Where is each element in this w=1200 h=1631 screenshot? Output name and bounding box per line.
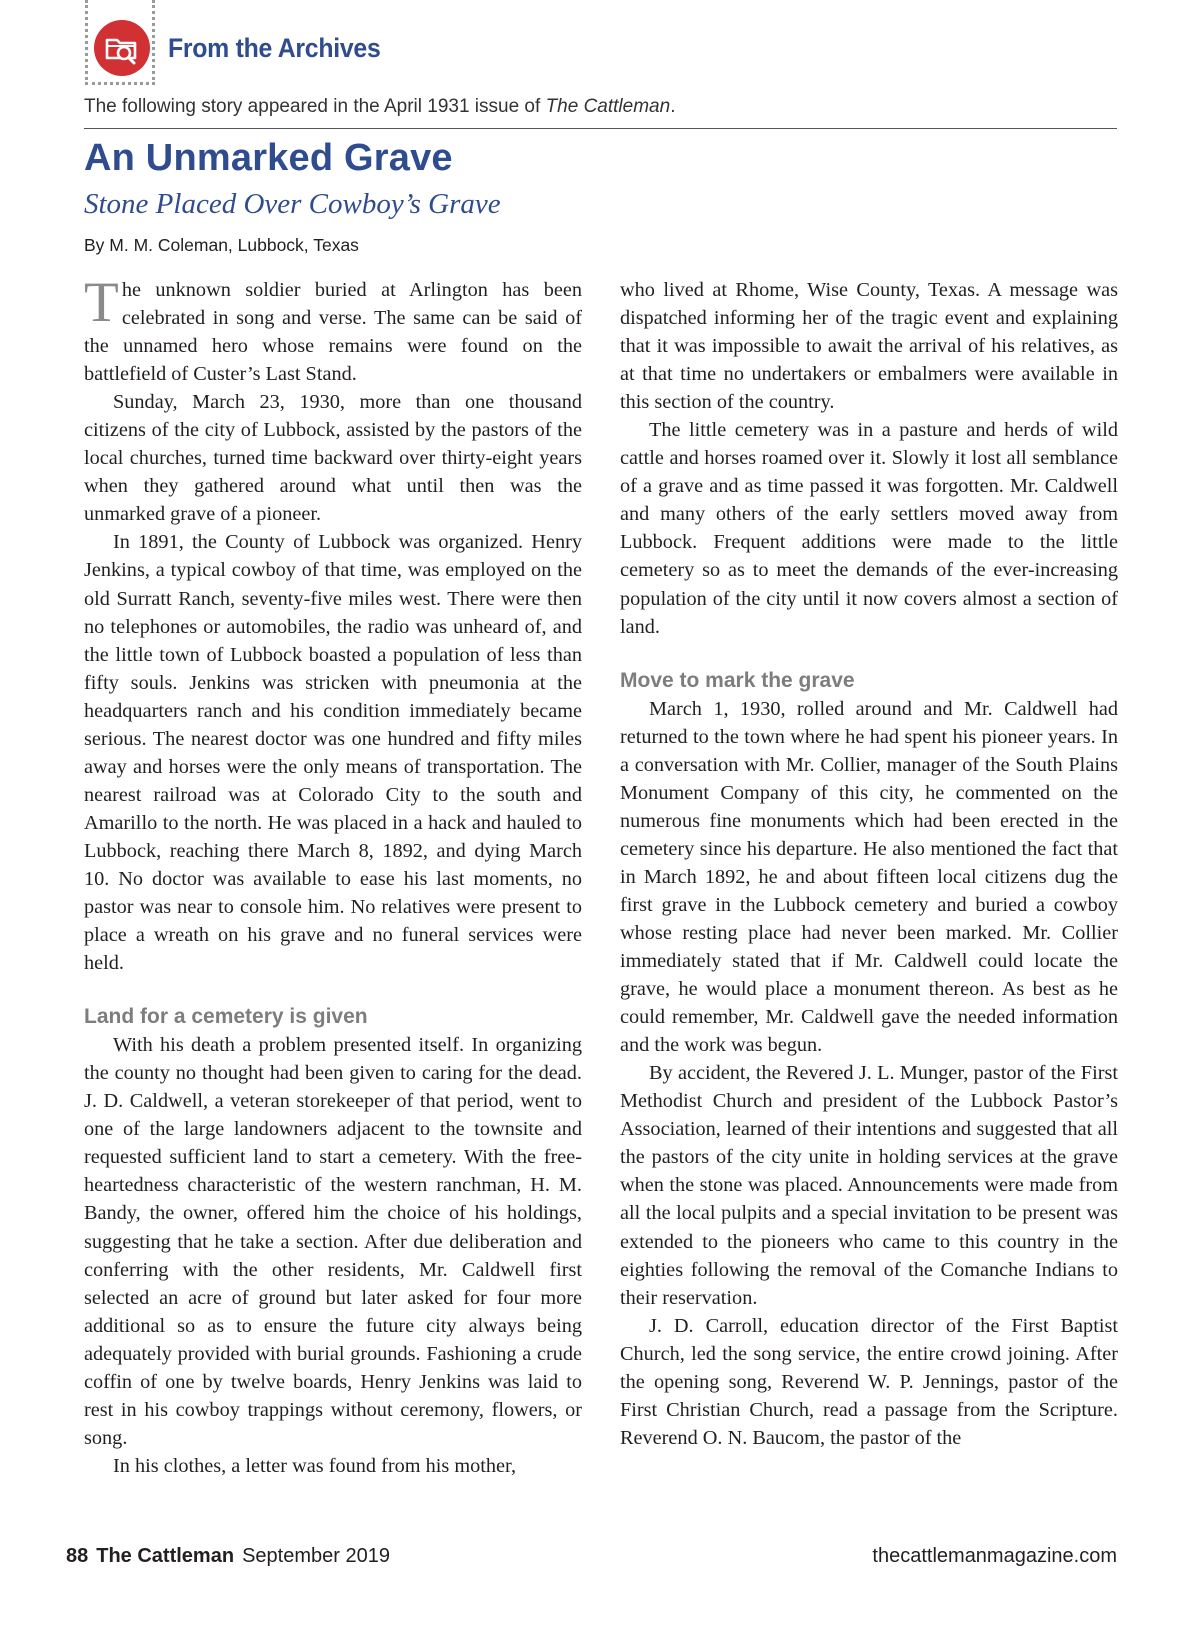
archives-badge xyxy=(85,0,155,85)
folder-magnifier-icon xyxy=(94,20,150,76)
paragraph-9: J. D. Carroll, education director of the First Baptist Church, led the song service, the entire crowd joining. After the opening song, Reverend W. P. Jennings, pastor of the First Christian Church, read a passage from the Scripture. Reverend O. N. Baucom, the pastor of the xyxy=(620,1314,1118,1449)
drop-cap: T xyxy=(84,271,119,334)
article-column-right xyxy=(620,276,1118,1452)
article-column-left xyxy=(84,271,582,1480)
intro-publication: The Cattleman xyxy=(545,96,671,117)
page-number: 88 xyxy=(66,1545,89,1567)
paragraph-3: In 1891, the County of Lubbock was organized. Henry Jenkins, a typical cowboy of that time, was employed on the old Surratt Ranch, seventy-five miles west. There were then no telephones or automobiles, the radio was unheard of, and the little town of Lubbock boasted a population of less than fifty souls. Jenkins was stricken with pneumonia at the headquarters ranch and his condition immediately became serious. The nearest doctor was one hundred and fifty miles away and horses were the only means of transportation. The nearest railroad was at Colorado City to the south and Amarillo to the north. He was placed in a hack and hauled to Lubbock, reaching there March 8, 1892, and dying March 10. No doctor was available to ease his last moments, no pastor was near to console him. No relatives were present to place a wreath on his grave and no funeral services were held. xyxy=(84,531,582,975)
intro-line xyxy=(84,96,675,118)
intro-suffix: . xyxy=(670,96,676,117)
paragraph-5-continued: who lived at Rhome, Wise County, Texas. A message was dispatched informing her of the tragic event and explaining that it was impossible to await the arrival of his relatives, as at that time no undertakers or embalmers were available in this section of the country. xyxy=(620,279,1118,414)
byline: By M. M. Coleman, Lubbock, Texas xyxy=(84,235,359,255)
section-kicker: From the Archives xyxy=(168,33,381,63)
paragraph-6: The little cemetery was in a pasture and herds of wild cattle and horses roamed over it. Slowly it lost all semblance of a grave and as time passed it was forgotten. Mr. Caldwell and many others of the early settlers moved away from Lubbock. Frequent additions were made to the little cemetery so as to meet the demands of the ever-increasing population of the city until it now covers almost a section of land. xyxy=(620,419,1118,638)
subhead-cemetery: Land for a cemetery is given xyxy=(84,1005,368,1029)
paragraph-4: With his death a problem presented itself. In organizing the county no thought had been given to caring for the dead. J. D. Caldwell, a veteran storekeeper of that period, went to one of the large landowners adjacent to the townsite and requested sufficient land to start a cemetery. With the free-heartedness characteristic of the western ranchman, H. M. Bandy, the owner, offered him the choice of his holdings, suggesting that he take a section. After due deliberation and conferring with the other residents, Mr. Caldwell first selected an acre of ground but later asked for four more additional so as to ensure the future city always being adequately provided with burial grounds. Fashioning a crude coffin of one by twelve boards, Henry Jenkins was laid to rest in his cowboy trappings without ceremony, flowers, or song. xyxy=(84,1034,582,1449)
magazine-name: The Cattleman xyxy=(96,1545,235,1567)
header-rule xyxy=(84,128,1117,129)
paragraph-7: March 1, 1930, rolled around and Mr. Caldwell had returned to the town where he had spent his pioneer years. In a conversation with Mr. Collier, manager of the South Plains Monument Company of this city, he commented on the numerous fine monuments which had been erected in the cemetery since his departure. He also mentioned the fact that in March 1892, he and about fifteen local citizens dug the first grave in the Lubbock cemetery and buried a cowboy whose resting place had never been marked. Mr. Collier immediately stated that if Mr. Caldwell could locate the grave, he would place a monument thereon. As best as he could remember, Mr. Caldwell gave the needed information and the work was begun. xyxy=(620,697,1118,1057)
article-title: An Unmarked Grave xyxy=(84,137,453,179)
intro-prefix: The following story appeared in the April 1931 issue of xyxy=(84,96,546,117)
paragraph-1-text: he unknown soldier buried at Arlington has been celebrated in song and verse. The same can be said of the unnamed hero whose remains were found on the battlefield of Custer’s Last Stand. xyxy=(84,279,582,386)
paragraph-1 xyxy=(84,271,582,388)
footer-website[interactable]: thecattlemanmagazine.com xyxy=(872,1545,1117,1567)
paragraph-8: By accident, the Revered J. L. Munger, pastor of the First Methodist Church and president of the Lubbock Pastor’s Association, learned of their intentions and suggested that all the pastors of the city unite in holding services at the grave when the stone was placed. Announcements were made from all the local pulpits and a special invitation to be present was extended to the pioneers who came to this country in the eighties following the removal of the Comanche Indians to their reservation. xyxy=(620,1062,1118,1309)
article-subtitle: Stone Placed Over Cowboy’s Grave xyxy=(84,188,501,220)
paragraph-5-start: In his clothes, a letter was found from his mother, xyxy=(113,1454,517,1477)
issue-date: September 2019 xyxy=(242,1545,390,1567)
subhead-move: Move to mark the grave xyxy=(620,668,855,692)
footer-folio xyxy=(66,1545,390,1568)
paragraph-2: Sunday, March 23, 1930, more than one thousand citizens of the city of Lubbock, assisted by the pastors of the local churches, turned time backward over thirty-eight years when they gathered around what until then was the unmarked grave of a pioneer. xyxy=(84,391,582,526)
